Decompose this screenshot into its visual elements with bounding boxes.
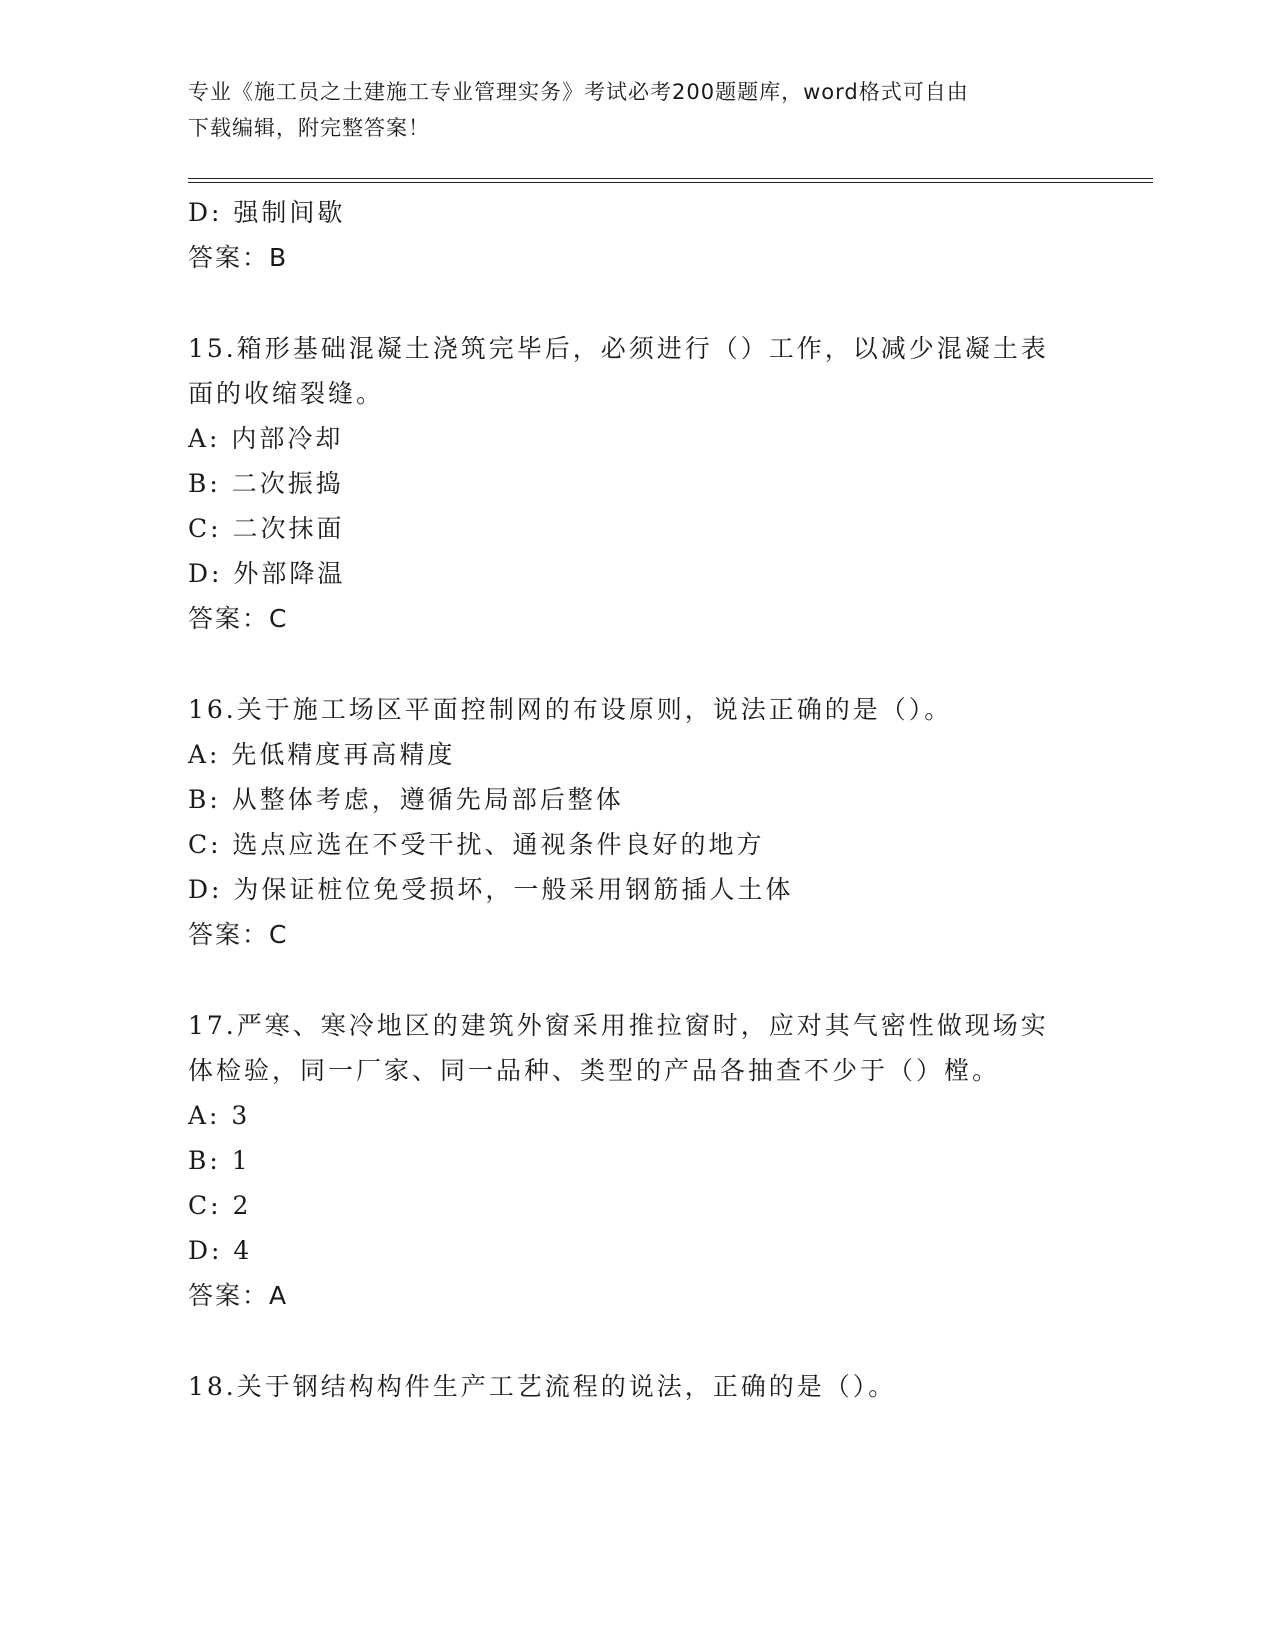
question-stem-line-2: 体检验，同一厂家、同一品种、类型的产品各抽查不少于（）樘。 [188,1056,1001,1085]
question-list [188,190,1088,1409]
option-c: C: 2 [188,1191,252,1220]
question-15 [188,326,1088,641]
question-stem-line-2: 面的收缩裂缝。 [188,379,385,408]
option-c: C: 选点应选在不受干扰、通视条件良好的地方 [188,830,765,859]
previous-question-tail [188,190,1088,280]
option-d: D: 强制间歇 [188,198,346,227]
question-stem-line-1: 18.关于钢结构构件生产工艺流程的说法，正确的是（）。 [188,1372,897,1401]
question-stem-line-1: 17.严寒、寒冷地区的建筑外窗采用推拉窗时，应对其气密性做现场实 [188,1011,1049,1040]
answer: 答案：B [188,243,289,272]
question-16 [188,687,1088,957]
question-17 [188,1003,1088,1318]
option-d: D: 外部降温 [188,559,346,588]
document-header [188,74,1088,146]
option-b: B: 从整体考虑，遵循先局部后整体 [188,785,624,814]
option-c: C: 二次抹面 [188,514,345,543]
answer: 答案：C [188,920,289,949]
header-line-2: 下载编辑，附完整答案！ [188,116,430,140]
header-divider [188,178,1153,183]
question-18 [188,1364,1088,1409]
option-b: B: 二次振捣 [188,469,344,498]
option-d: D: 4 [188,1236,253,1265]
answer: 答案：C [188,604,289,633]
option-d: D: 为保证桩位免受损坏，一般采用钢筋插人土体 [188,875,794,904]
option-b: B: 1 [188,1146,251,1175]
option-a: A: 内部冷却 [188,424,344,453]
answer: 答案：A [188,1281,289,1310]
option-a: A: 3 [188,1101,251,1130]
question-stem-line-1: 16.关于施工场区平面控制网的布设原则，说法正确的是（）。 [188,695,953,724]
question-stem-line-1: 15.箱形基础混凝土浇筑完毕后，必须进行（）工作，以减少混凝土表 [188,334,1049,363]
header-line-1: 专业《施工员之土建施工专业管理实务》考试必考200题题库，word格式可自由 [188,80,969,104]
option-a: A: 先低精度再高精度 [188,740,456,769]
